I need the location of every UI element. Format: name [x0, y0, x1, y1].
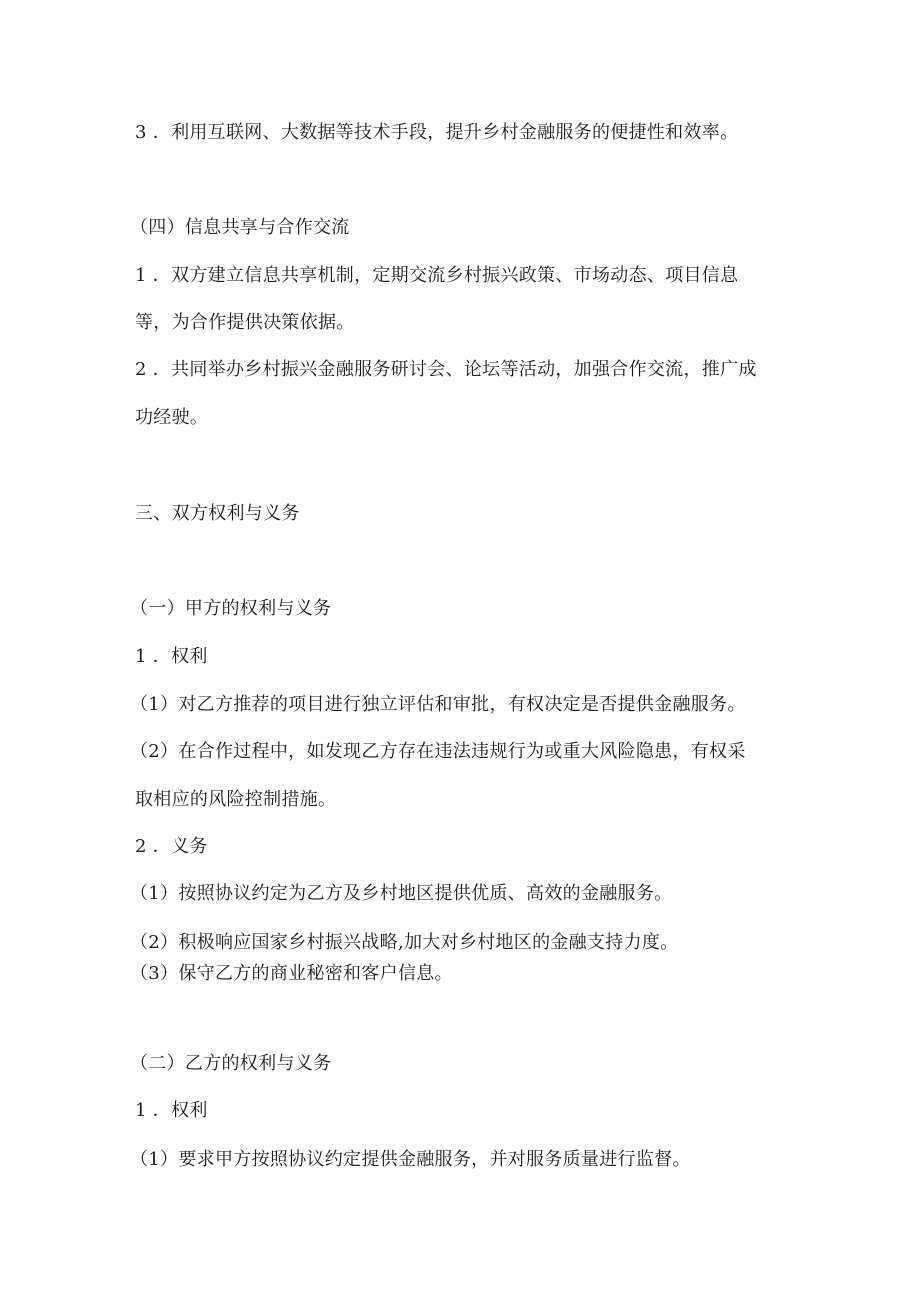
party-b-heading: （二）乙方的权利与义务	[130, 1053, 332, 1074]
party-a-right-2: （2）在合作过程中，如发现乙方存在违法违规行为或重大风险隐患，有权采	[130, 741, 746, 762]
party-a-rights-label: 1 ．权利	[135, 646, 208, 667]
item-1-info-sharing: 1 ．双方建立信息共享机制，定期交流乡村振兴政策、市场动态、项目信息	[135, 265, 739, 286]
section-4-heading: （四）信息共享与合作交流	[130, 217, 350, 238]
item-1-info-sharing-cont: 等，为合作提供决策依据。	[135, 312, 355, 333]
party-b-rights-label: 1 ．权利	[135, 1100, 208, 1121]
party-a-obligations-label: 2 ．义务	[135, 836, 208, 857]
party-b-right-1: （1）要求甲方按照协议约定提供金融服务，并对服务质量进行监督。	[130, 1149, 691, 1170]
chapter-3-heading: 三、双方权利与义务	[135, 503, 300, 524]
party-a-right-1: （1）对乙方推荐的项目进行独立评估和审批，有权决定是否提供金融服务。	[130, 694, 746, 715]
item-2-seminars-cont: 功经驶。	[135, 407, 209, 428]
party-a-heading: （一）甲方的权利与义务	[130, 598, 332, 619]
party-a-obligation-1: （1）按照协议约定为乙方及乡村地区提供优质、高效的金融服务。	[130, 883, 673, 904]
party-a-obligation-3: （3）保守乙方的商业秘密和客户信息。	[130, 963, 453, 984]
item-2-seminars: 2 ．共同举办乡村振兴金融服务研讨会、论坛等活动，加强合作交流，推广成	[135, 359, 757, 380]
item-3-digital-tech: 3 ．利用互联网、大数据等技术手段，提升乡村金融服务的便捷性和效率。	[135, 122, 739, 143]
party-a-right-2-cont: 取相应的风险控制措施。	[135, 789, 337, 810]
party-a-obligation-2: （2）积极响应国家乡村振兴战略,加大对乡村地区的金融支持力度。	[130, 932, 679, 953]
